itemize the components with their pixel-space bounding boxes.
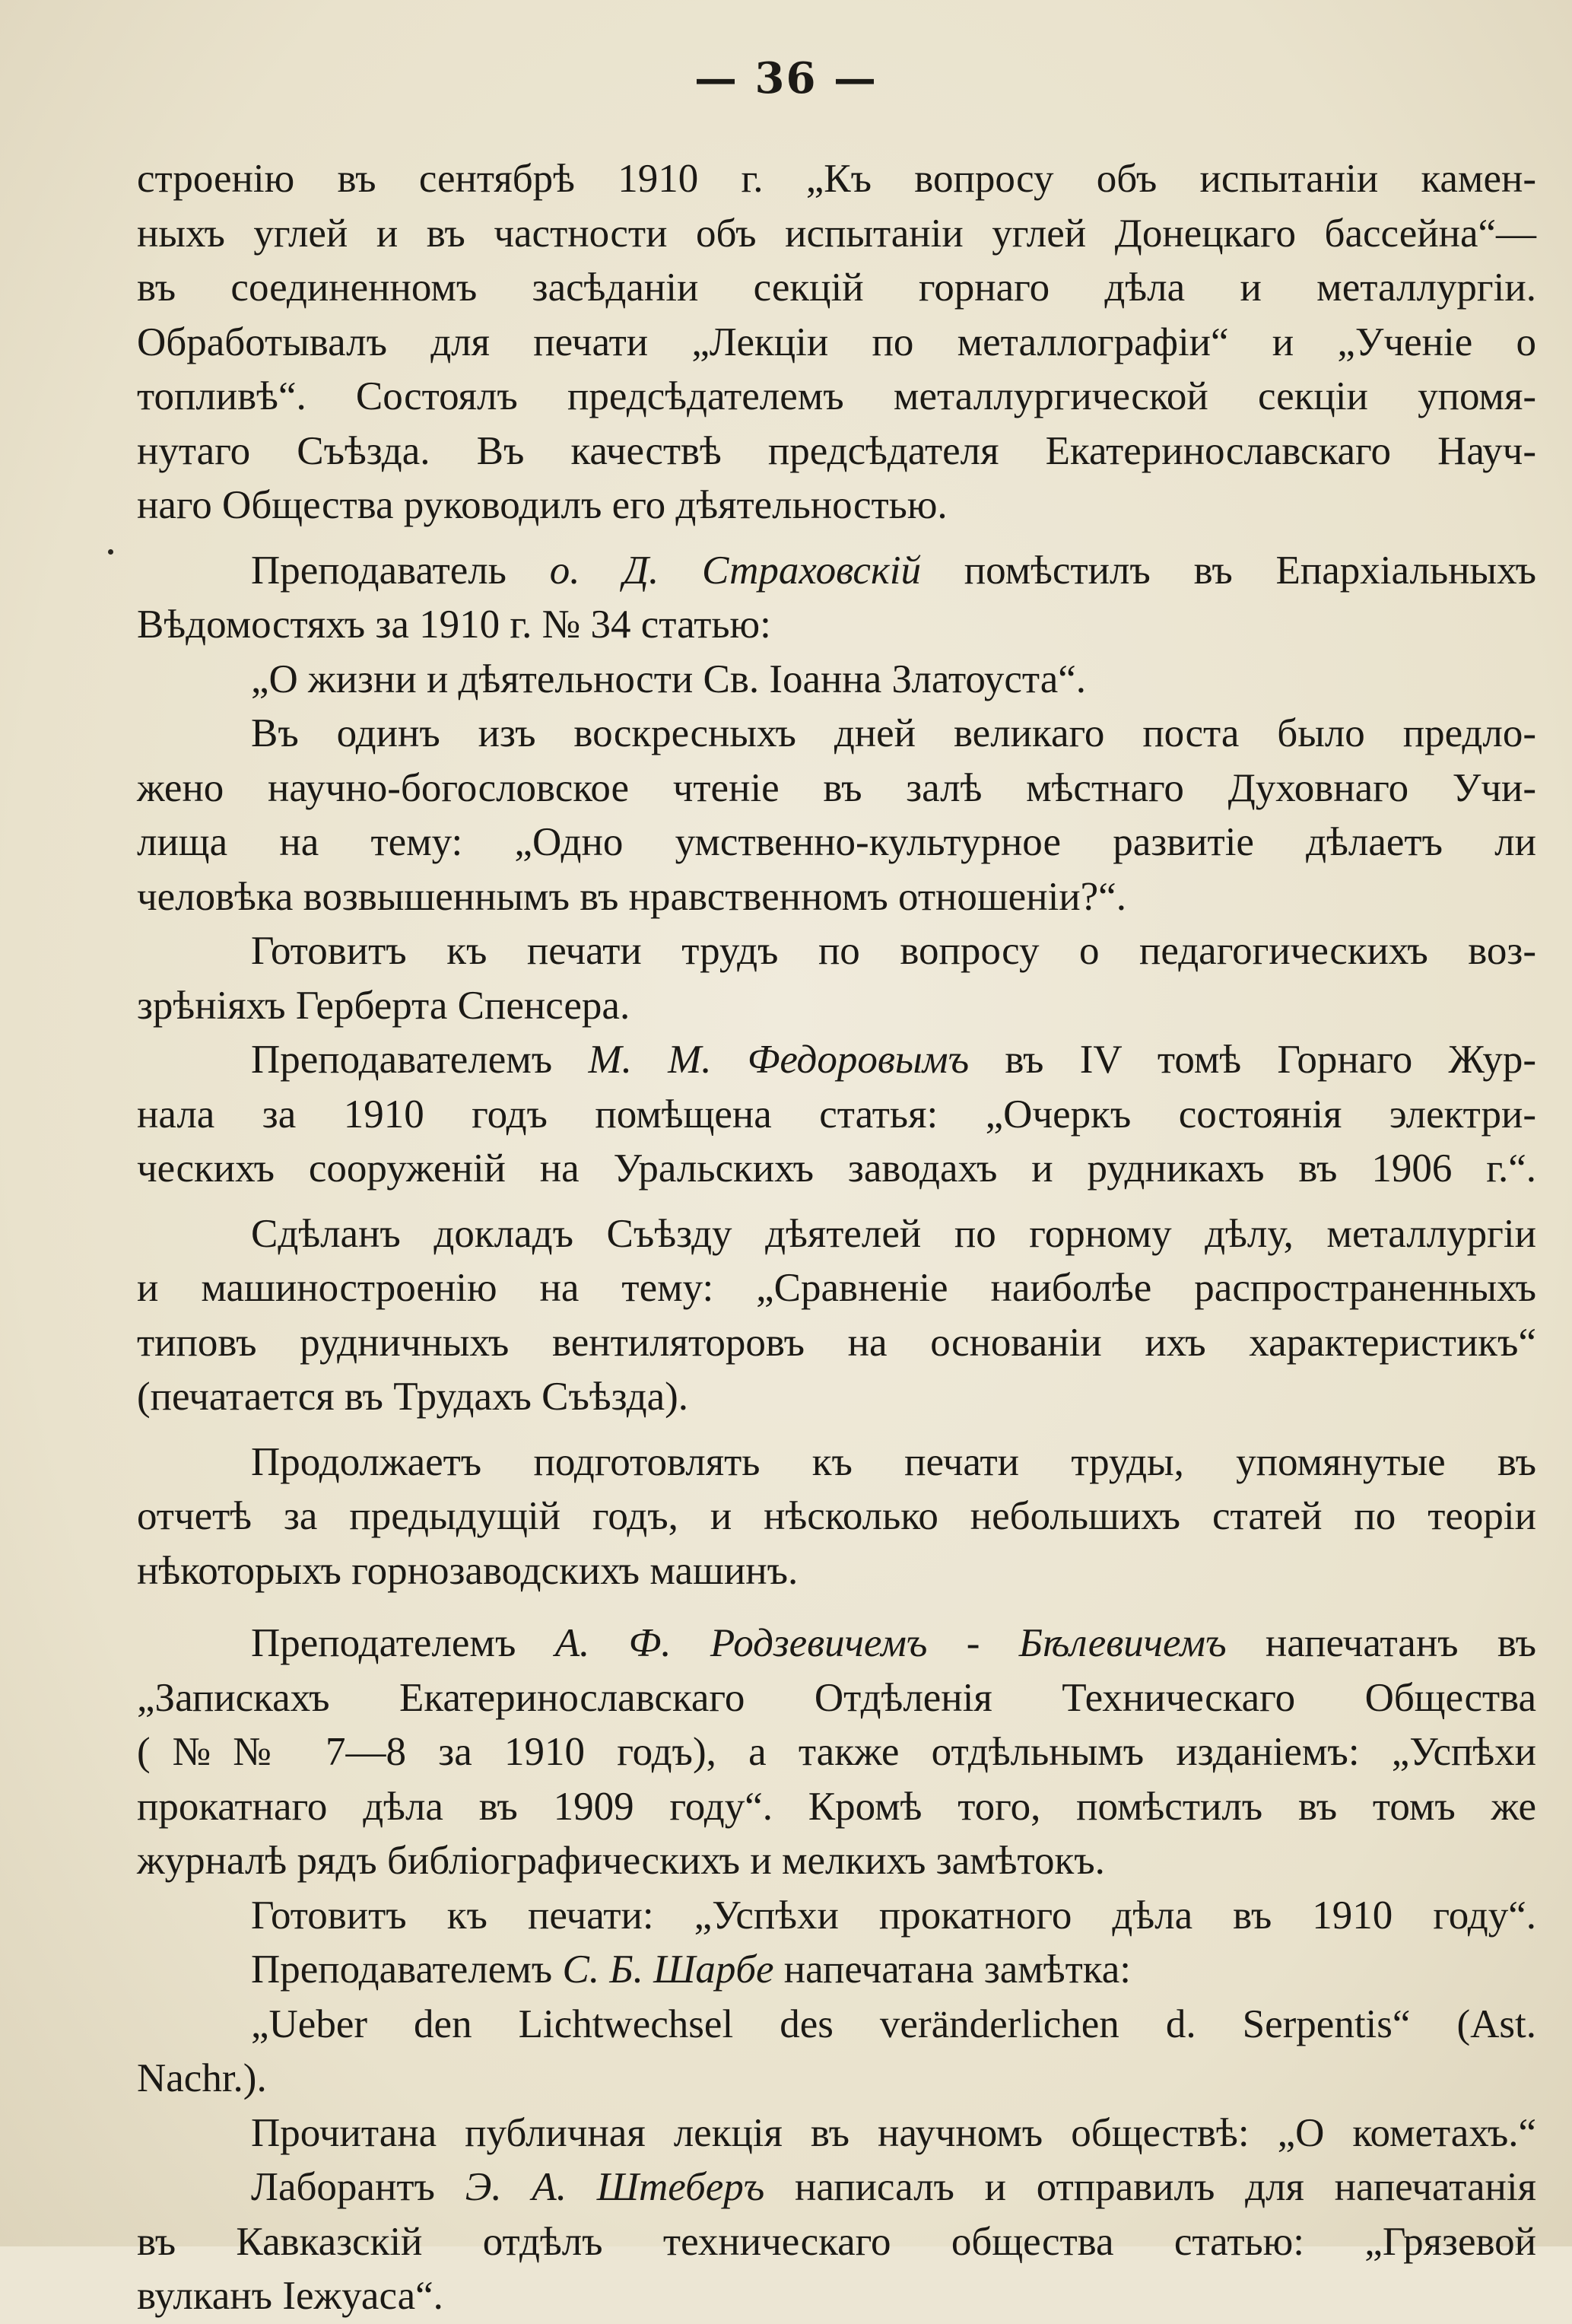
paragraph-rodzevich (137, 1617, 1536, 1671)
text-line: отчетѣ за предыдущій годъ, и нѣсколько небольшихъ статей по теоріи (137, 1494, 1536, 1538)
text-line: Продолжаетъ подготовлять къ печати труды, упомянутые въ (251, 1439, 1536, 1484)
author-name: А. Ф. Родзевичемъ - Бѣлевичемъ (554, 1621, 1227, 1665)
text-line: нѣкоторыхъ горнозаводскихъ машинъ. (137, 1548, 799, 1593)
text-line: (№№ 7—8 за 1910 годъ), а также отдѣльнымъ изданіемъ: „Успѣхи (137, 1730, 1536, 1774)
author-name: М. М. Федоровымъ (588, 1038, 970, 1082)
text-line: ческихъ сооруженій на Уральскихъ заводахъ и рудникахъ въ 1906 г.“. (137, 1146, 1536, 1191)
text-line: (печатается въ Трудахъ Съѣзда). (137, 1375, 689, 1419)
text-line: Обработывалъ для печати „Лекціи по металлографіи“ и „Ученіе о (137, 320, 1536, 364)
text-line: нала за 1910 годъ помѣщена статья: „Очеркъ состоянія электри- (137, 1092, 1536, 1137)
text-line: въ Кавказскій отдѣлъ техническаго общества статью: „Грязевой (137, 2219, 1536, 2264)
text-run: въ IV томѣ Горнаго Жур- (969, 1038, 1536, 1082)
text-line: прокатнаго дѣла въ 1909 году“. Кромѣ того, помѣстилъ въ томъ же (137, 1784, 1536, 1829)
author-name: Э. А. Штеберъ (465, 2165, 765, 2209)
text-line: Готовитъ къ печати: „Успѣхи прокатного дѣла въ 1910 году“. (251, 1893, 1536, 1938)
text-line: Въ одинъ изъ воскресныхъ дней великаго поста было предло- (251, 711, 1536, 755)
text-line: зрѣніяхъ Герберта Спенсера. (137, 983, 630, 1028)
text-line: Готовитъ къ печати трудъ по вопросу о педагогическихъ воз- (251, 929, 1536, 973)
paragraph-strakhovsky (137, 544, 1536, 599)
text-line: Вѣдомостяхъ за 1910 г. № 34 статью: (137, 602, 771, 647)
text-run: Преподавателемъ (251, 1947, 563, 1992)
text-line: и машиностроенію на тему: „Сравненіе наиболѣе распространенныхъ (137, 1266, 1536, 1310)
text-run: Преподаватель (251, 548, 550, 593)
text-line: жено научно-богословское чтеніе въ залѣ мѣстнаго Духовнаго Учи- (137, 765, 1536, 810)
text-line: ныхъ углей и въ частности объ испытаніи углей Донецкаго бассейна“— (137, 211, 1536, 256)
ink-speck (108, 549, 113, 555)
text-run: написалъ и отправилъ для напечатанія (764, 2165, 1536, 2209)
article-title: „Ueber den Lichtwechsel des veränderlichen d. Serpentis“ (Ast. (251, 2001, 1536, 2046)
paragraph-sharbe (137, 1943, 1536, 1998)
text-run: напечатана замѣтка: (773, 1947, 1131, 1992)
author-name: С. Б. Шарбе (562, 1947, 774, 1992)
text-run: напечатанъ въ (1226, 1621, 1537, 1665)
page-number: — 36 — (694, 53, 878, 103)
text-run: Преподавателемъ (251, 1038, 589, 1082)
text-line: человѣка возвышеннымъ въ нравственномъ отношеніи?“. (137, 874, 1126, 919)
text-run: Преподателемъ (251, 1621, 555, 1665)
text-run: помѣстилъ въ Епархіальныхъ (920, 548, 1536, 593)
text-run: Лаборантъ (251, 2165, 465, 2209)
text-line: Сдѣланъ докладъ Съѣзду дѣятелей по горному дѣлу, металлургіи (251, 1211, 1536, 1256)
paragraph-fedorov (137, 1033, 1536, 1088)
text-line: наго Общества руководилъ его дѣятельностью. (137, 483, 948, 527)
text-line: типовъ рудничныхъ вентиляторовъ на основаніи ихъ характеристикъ“ (137, 1320, 1536, 1365)
text-line: журналѣ рядъ библіографическихъ и мелкихъ замѣтокъ. (137, 1839, 1105, 1883)
text-line: Прочитана публичная лекція въ научномъ обществѣ: „О кометахъ.“ (251, 2110, 1536, 2155)
text-line: въ соединенномъ засѣданіи секцій горнаго дѣла и металлургіи. (137, 265, 1536, 310)
text-line: топливѣ“. Состоялъ предсѣдателемъ металлургической секціи упомя- (137, 374, 1536, 418)
text-line: лища на тему: „Одно умственно-культурное развитіе дѣлаетъ ли (137, 820, 1536, 864)
text-line: вулканъ Іежуаса“. (137, 2274, 443, 2318)
text-line: нутаго Съѣзда. Въ качествѣ предсѣдателя Екатеринославскаго Науч- (137, 428, 1536, 473)
text-line: „Запискахъ Екатеринославскаго Отдѣленія Техническаго Общества (137, 1675, 1536, 1720)
author-name: о. Д. Страховскій (549, 548, 921, 593)
body-text (137, 152, 1536, 2324)
text-line: строенію въ сентябрѣ 1910 г. „Къ вопросу объ испытаніи камен- (137, 157, 1536, 201)
article-title: „О жизни и дѣятельности Св. Іоанна Златоуста“. (251, 657, 1087, 701)
paragraph-shteber (137, 2160, 1536, 2215)
text-line: Nachr.). (137, 2056, 267, 2100)
